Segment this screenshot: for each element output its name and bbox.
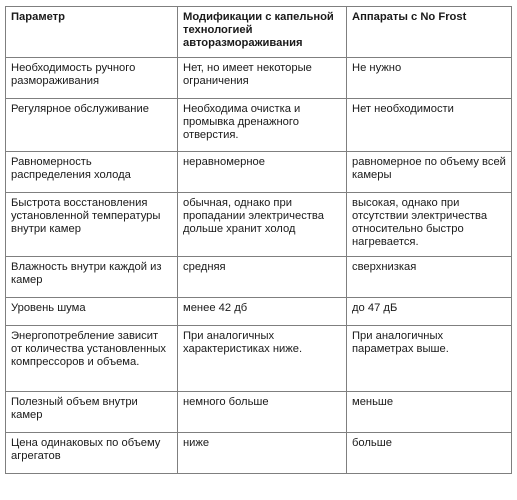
header-parameter: Параметр — [6, 7, 178, 58]
table-header-row — [6, 7, 512, 58]
row-no-frost-cell: до 47 дБ — [347, 297, 512, 325]
row-drip-defrost-cell: ниже — [178, 432, 347, 473]
table-row — [6, 432, 512, 473]
row-no-frost-cell: Нет необходимости — [347, 98, 512, 151]
row-drip-defrost-cell: неравномерное — [178, 151, 347, 192]
row-no-frost-cell: высокая, однако при отсутствии электричества относительно быстро нагревается. — [347, 192, 512, 256]
row-no-frost-cell: равномерное по объему всей камеры — [347, 151, 512, 192]
table-row — [6, 297, 512, 325]
table-row — [6, 325, 512, 391]
row-parameter-cell: Энергопотребление зависит от количества установленных компрессоров и объема. — [6, 325, 178, 391]
row-parameter-cell: Регулярное обслуживание — [6, 98, 178, 151]
row-drip-defrost-cell: обычная, однако при пропадании электричества дольше хранит холод — [178, 192, 347, 256]
row-drip-defrost-cell: менее 42 дб — [178, 297, 347, 325]
table-row — [6, 151, 512, 192]
row-drip-defrost-cell: немного больше — [178, 391, 347, 432]
row-no-frost-cell: сверхнизкая — [347, 256, 512, 297]
row-drip-defrost-cell: Нет, но имеет некоторые ограничения — [178, 57, 347, 98]
table-row — [6, 391, 512, 432]
row-parameter-cell: Полезный объем внутри камер — [6, 391, 178, 432]
table-row — [6, 192, 512, 256]
table-row — [6, 57, 512, 98]
header-no-frost: Аппараты с No Frost — [347, 7, 512, 58]
row-no-frost-cell: Не нужно — [347, 57, 512, 98]
comparison-table-container — [5, 6, 511, 474]
comparison-table — [5, 6, 512, 474]
row-parameter-cell: Уровень шума — [6, 297, 178, 325]
row-drip-defrost-cell: Необходима очистка и промывка дренажного отверстия. — [178, 98, 347, 151]
row-no-frost-cell: меньше — [347, 391, 512, 432]
row-drip-defrost-cell: средняя — [178, 256, 347, 297]
row-parameter-cell: Цена одинаковых по объему агрегатов — [6, 432, 178, 473]
row-no-frost-cell: При аналогичных параметрах выше. — [347, 325, 512, 391]
table-row — [6, 256, 512, 297]
table-row — [6, 98, 512, 151]
row-drip-defrost-cell: При аналогичных характеристиках ниже. — [178, 325, 347, 391]
header-drip-defrost: Модификации с капельной технологией авторазмораживания — [178, 7, 347, 58]
row-parameter-cell: Влажность внутри каждой из камер — [6, 256, 178, 297]
row-parameter-cell: Быстрота восстановления установленной температуры внутри камер — [6, 192, 178, 256]
row-parameter-cell: Необходимость ручного размораживания — [6, 57, 178, 98]
row-no-frost-cell: больше — [347, 432, 512, 473]
row-parameter-cell: Равномерность распределения холода — [6, 151, 178, 192]
